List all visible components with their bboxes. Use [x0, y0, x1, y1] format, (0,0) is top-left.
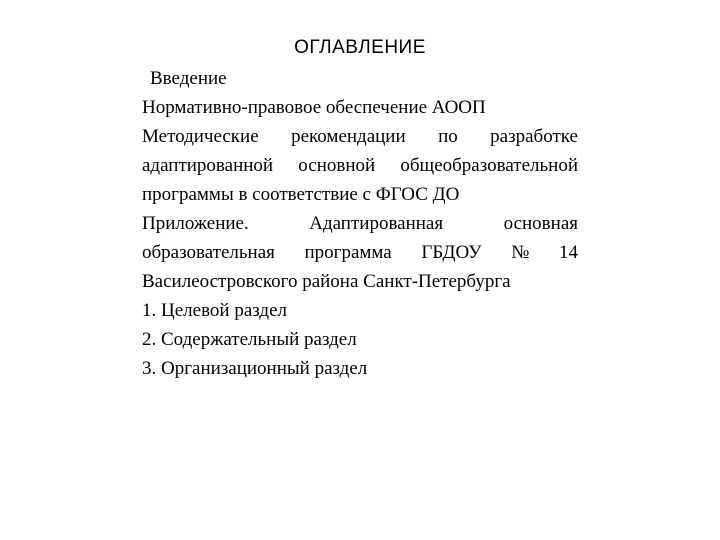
toc-entry-methodical-line-1: [142, 122, 578, 151]
word: Адаптированная: [309, 213, 444, 234]
page-title: ОГЛАВЛЕНИЕ: [294, 37, 426, 58]
word: разработке: [490, 126, 578, 147]
word: адаптированной: [142, 155, 274, 176]
toc-entry-appendix-line-2: [142, 238, 578, 267]
word: Методические: [142, 126, 259, 147]
toc-entry-section-1: 1. Целевой раздел: [142, 300, 288, 321]
toc-entry-section-2: 2. Содержательный раздел: [142, 329, 357, 350]
word: ГБДОУ: [421, 242, 482, 263]
word: №: [511, 242, 530, 263]
word: основная: [503, 213, 578, 234]
word: основной: [298, 155, 376, 176]
table-of-contents: [142, 64, 578, 383]
toc-entry-methodical-line-2: [142, 151, 578, 180]
toc-entry-appendix-line-3: Василеостровского района Санкт-Петербурга: [142, 271, 511, 292]
toc-entry-methodical-line-3: программы в соответствие с ФГОС ДО: [142, 184, 460, 205]
word: образовательная: [142, 242, 275, 263]
word: 14: [558, 242, 578, 263]
word: Приложение.: [142, 213, 249, 234]
word: по: [438, 126, 458, 147]
toc-entry-normative: Нормативно-правовое обеспечение АООП: [142, 97, 486, 118]
toc-entry-section-3: 3. Организационный раздел: [142, 358, 368, 379]
word: общеобразовательной: [400, 155, 578, 176]
toc-entry-appendix-line-1: [142, 209, 578, 238]
word: рекомендации: [291, 126, 406, 147]
toc-entry-intro: Введение: [150, 68, 227, 89]
word: программа: [304, 242, 392, 263]
